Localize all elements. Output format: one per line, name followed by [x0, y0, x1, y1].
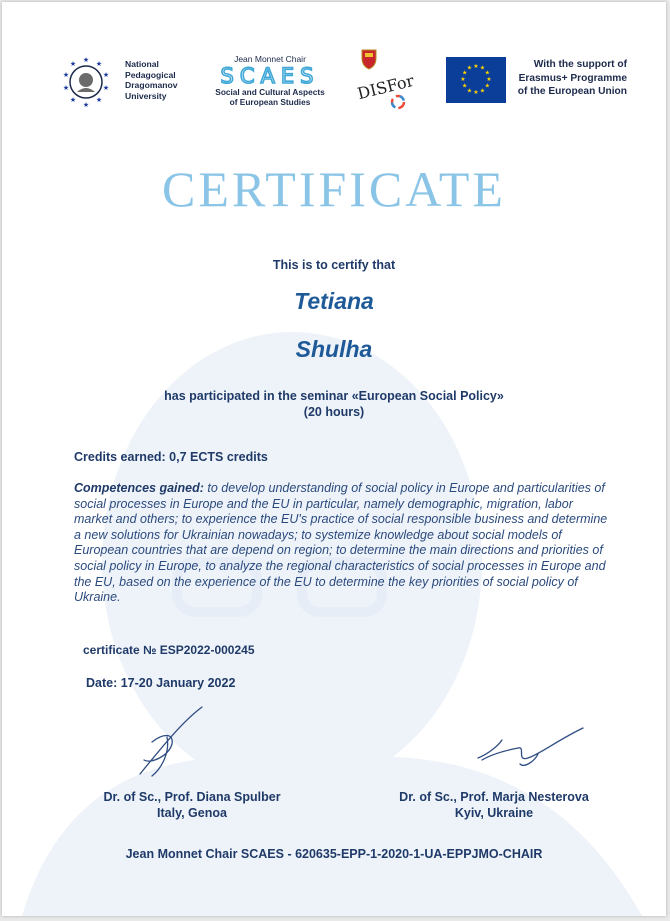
university-name: National Pedagogical Dragomanov University	[125, 59, 178, 101]
signer-left-location: Italy, Genoa	[157, 806, 227, 820]
svg-text:★: ★	[462, 69, 468, 77]
chair-title: Jean Monnet Chair	[234, 54, 306, 64]
certificate-title: CERTIFICATE	[162, 161, 506, 217]
svg-text:★: ★	[466, 87, 473, 95]
svg-text:★: ★	[95, 60, 103, 68]
certify-line: This is to certify that	[272, 258, 396, 272]
certificate-number: certificate № ESP2022-000245	[83, 643, 255, 657]
svg-text:★: ★	[82, 101, 90, 108]
chair-subtitle: Social and Cultural Aspects of European Studies	[215, 87, 325, 107]
signer-left-name: Dr. of Sc., Prof. Diana Spulber	[103, 790, 281, 804]
competences-label: Competences gained:	[74, 481, 204, 495]
recipient-last-name: Shulha	[295, 336, 373, 362]
erasmus-support-text: With the support of Erasmus+ Programme of the European Union	[517, 59, 627, 97]
svg-text:★: ★	[466, 64, 473, 72]
competences-paragraph	[74, 481, 614, 606]
seminar-description	[2, 389, 666, 420]
seminar-hours: (20 hours)	[303, 404, 365, 419]
certificate-date: Date: 17-20 January 2022	[86, 676, 236, 690]
signer-right-location: Kyiv, Ukraine	[454, 806, 534, 820]
svg-text:★: ★	[62, 84, 70, 92]
svg-text:★: ★	[486, 76, 492, 83]
scaes-logo	[208, 64, 332, 86]
signature-right	[468, 724, 588, 772]
competences-text: to develop understanding of social policy in Europe and particularities of social processes in Europe and the EU in particular, namely demographic, migration, labor market and others; to experience the EU's practice of social responsible business and determine a new solutions for Ukrainian nowadays; to systemize knowledge about social models of European countries that are depend on region; to determine the main directions and priorities of social policy in Europe, to analyze the regional characteristics of social processes in Europe and the EU, based on the experience of the EU to determine the key priorities of social policy of Ukraine.	[74, 481, 608, 605]
eu-flag-icon	[446, 57, 506, 103]
university-emblem-icon	[60, 56, 112, 108]
seminar-line: has participated in the seminar «European Social Policy»	[164, 389, 504, 403]
signer-right-name: Dr. of Sc., Prof. Marja Nesterova	[399, 790, 589, 804]
svg-text:★: ★	[479, 64, 486, 72]
certificate-page	[2, 2, 666, 916]
svg-text:★: ★	[69, 96, 77, 104]
scaes-logo-text: SCAES	[220, 64, 320, 86]
svg-text:★: ★	[82, 56, 90, 64]
recipient-first-name: Tetiana	[294, 288, 374, 314]
svg-text:★: ★	[95, 96, 103, 104]
svg-text:★: ★	[102, 71, 110, 79]
signer-right	[364, 789, 624, 821]
svg-text:★: ★	[473, 89, 479, 96]
svg-text:★: ★	[473, 63, 479, 70]
svg-text:★: ★	[462, 82, 468, 90]
svg-text:★: ★	[479, 87, 486, 95]
project-footer: Jean Monnet Chair SCAES - 620635-EPP-1-2020-1-UA-EPPJMO-CHAIR	[125, 847, 543, 861]
svg-text:★: ★	[102, 84, 110, 92]
svg-text:★: ★	[62, 71, 70, 79]
header-logos	[2, 2, 666, 122]
svg-text:★: ★	[69, 60, 77, 68]
disfor-logo-text: DISFor	[355, 70, 416, 104]
svg-text:★: ★	[484, 82, 490, 90]
signature-left	[122, 702, 212, 782]
credits-earned: Credits earned: 0,7 ECTS credits	[74, 450, 268, 464]
disfor-logo	[354, 48, 424, 112]
signer-left	[62, 789, 322, 821]
svg-text:★: ★	[460, 76, 466, 83]
svg-text:★: ★	[484, 69, 490, 77]
